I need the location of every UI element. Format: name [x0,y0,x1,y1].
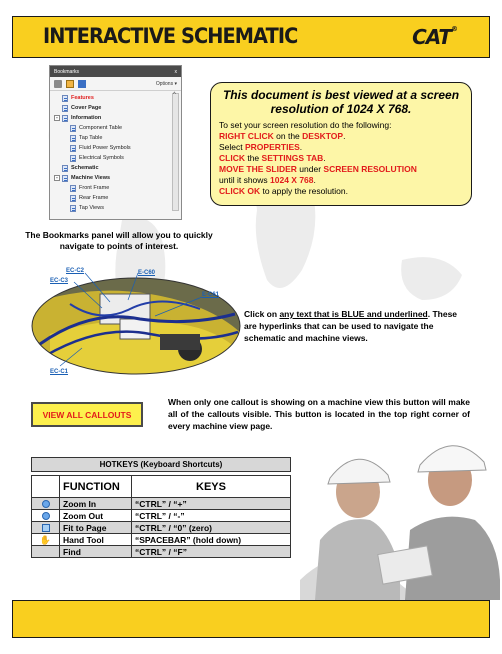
icon-cell [32,534,60,546]
table-row [32,522,291,534]
info-emphasis: RIGHT CLICK [219,131,274,141]
callout-ec-c1[interactable]: EC-C1 [50,369,69,375]
page-icon [62,105,68,112]
column-header-function: FUNCTION [60,476,132,498]
page-title: INTERACTIVE SCHEMATIC [43,24,298,48]
hyperlink-text-c: . These are hyperlinks that can be used to navigate the schematic and machine views. [244,309,458,343]
bookmark-item-electrical-symbols[interactable] [54,153,177,163]
info-text: . [313,175,316,185]
hotkeys-title: HOTKEYS (Keyboard Shortcuts) [31,457,291,472]
bookmarks-scrollbar[interactable] [172,93,179,211]
cat-logo-text: CAT [412,25,451,49]
icon-cell [32,498,60,510]
bookmark-label: Tap Views [79,205,104,211]
function-cell: Hand Tool [60,534,132,546]
callout-e-c61[interactable]: E-C61 [202,292,220,298]
bookmark-item-front-frame[interactable] [54,183,177,193]
bookmark-item-rear-frame[interactable] [54,193,177,203]
header-icon-cell [32,476,60,498]
page-icon [62,165,68,172]
icon-cell [32,546,60,558]
collapse-icon[interactable]: - [54,175,60,181]
resolution-info-box [210,82,472,206]
bookmarks-panel [49,65,182,220]
function-cell: Find [60,546,132,558]
info-emphasis: SCREEN RESOLUTION [323,164,417,174]
table-row [32,498,291,510]
bookmark-label: Features [71,95,94,101]
footer-bar [12,600,490,638]
bookmarks-caption: The Bookmarks panel will allow you to quickly navigate to points of interest. [25,230,213,251]
info-text: the [244,153,262,163]
table-row [32,510,291,522]
bookmark-label: Front Frame [79,185,110,191]
keys-cell: “CTRL” / “F” [132,546,291,558]
hyperlink-instructions [244,308,466,344]
info-heading: This document is best viewed at a screen resolution of 1024 X 768. [222,88,460,116]
view-all-callouts-button[interactable]: VIEW ALL CALLOUTS [31,402,143,427]
bookmark-item-cover-page[interactable] [54,103,177,113]
info-emphasis: DESKTOP [302,131,344,141]
info-line-click-ok [219,186,463,197]
bookmark-item-information[interactable] [54,113,177,123]
hyperlink-text-underlined: any text that is BLUE and underlined [279,309,428,319]
bookmark-label: Information [71,115,102,121]
info-line-settings-tab [219,153,463,164]
page-icon [70,145,76,152]
bookmark-label: Machine Views [71,175,111,181]
info-text: . [299,142,303,152]
bookmark-item-tap-views[interactable] [54,203,177,213]
info-text: . [343,131,346,141]
hotkeys-table [31,475,291,558]
bookmark-item-features[interactable] [54,93,177,103]
workers-photo [300,420,500,600]
close-icon[interactable]: x [174,69,177,75]
table-row [32,546,291,558]
hyperlink-text-a: Click on [244,309,280,319]
info-line-intro: To set your screen resolution do the following: [219,120,392,130]
table-row [32,534,291,546]
keys-cell: “SPACEBAR” (hold down) [132,534,291,546]
page-icon [62,175,68,182]
info-emphasis: 1024 X 768 [270,175,314,185]
bookmark-label: Rear Frame [79,195,109,201]
bookmarks-titlebar [50,66,181,77]
info-line-right-click [219,131,463,142]
callout-e-c60[interactable]: E-C60 [138,270,156,276]
bookmark-label: Component Table [79,125,123,131]
fit-page-icon [42,524,50,532]
page-icon [62,115,68,122]
page-icon [70,205,76,212]
page-icon [70,125,76,132]
bookmark-label: Electrical Symbols [79,155,124,161]
bookmark-item-schematic[interactable] [54,163,177,173]
callout-ec-c3[interactable]: EC-C3 [50,278,69,284]
bookmarks-tree [50,91,181,215]
info-text: until it shows [219,175,271,185]
keys-cell: “CTRL” / “+” [132,498,291,510]
new-bookmark-icon[interactable] [66,80,74,88]
cat-logo [412,25,457,49]
registered-mark: ® [451,25,457,33]
bookmarks-toolbar [50,77,181,91]
info-text: . [323,153,326,163]
icon-cell [32,510,60,522]
bookmark-label: Tap Table [79,135,103,141]
function-cell: Zoom Out [60,510,132,522]
bookmark-item-component-table[interactable] [54,123,177,133]
column-header-keys: KEYS [132,476,291,498]
page-icon [62,95,68,102]
page-icon [70,185,76,192]
bookmark-options-icon[interactable] [78,80,86,88]
icon-cell [32,522,60,534]
info-emphasis: MOVE THE SLIDER [219,164,297,174]
page-icon [70,195,76,202]
info-text: Select [219,142,245,152]
bookmark-label: Cover Page [71,105,102,111]
info-emphasis: SETTINGS TAB [261,153,324,163]
zoom-in-icon [42,500,50,508]
collapse-icon[interactable]: - [54,115,60,121]
bookmark-item-fluid-power-symbols[interactable] [54,143,177,153]
page-icon [70,135,76,142]
hotkeys-header-row [32,476,291,498]
callout-ec-c2[interactable]: EC-C2 [66,268,85,274]
info-text: on the [273,131,303,141]
bookmark-item-tap-table[interactable] [54,133,177,143]
info-emphasis: PROPERTIES [245,142,300,152]
bookmark-item-machine-views[interactable] [54,173,177,183]
info-text: to apply the resolution. [260,186,348,196]
bookmark-label: Schematic [71,165,99,171]
trash-icon[interactable] [54,80,62,88]
info-line-slider [219,164,463,175]
info-line-properties [219,142,463,153]
function-cell: Fit to Page [60,522,132,534]
info-line-until [219,175,463,186]
page-icon [70,155,76,162]
zoom-out-icon [42,512,50,520]
bookmarks-title: Bookmarks [54,69,80,75]
view-all-callouts-description: When only one callout is showing on a machine view this button will make all of the callouts visible. This button is located in the top right corner of every machine view page. [168,397,470,431]
header-bar [12,16,490,58]
info-text: under [296,164,324,174]
bookmark-label: Fluid Power Symbols [79,145,131,151]
keys-cell: “CTRL” / “0” (zero) [132,522,291,534]
info-emphasis: CLICK OK [219,186,261,196]
info-emphasis: CLICK [219,153,245,163]
chevron-up-icon[interactable]: ^ [173,92,176,98]
keys-cell: “CTRL” / “-” [132,510,291,522]
options-dropdown[interactable]: Options ▾ [155,80,177,87]
hand-icon: ✋ [39,534,52,545]
function-cell: Zoom In [60,498,132,510]
